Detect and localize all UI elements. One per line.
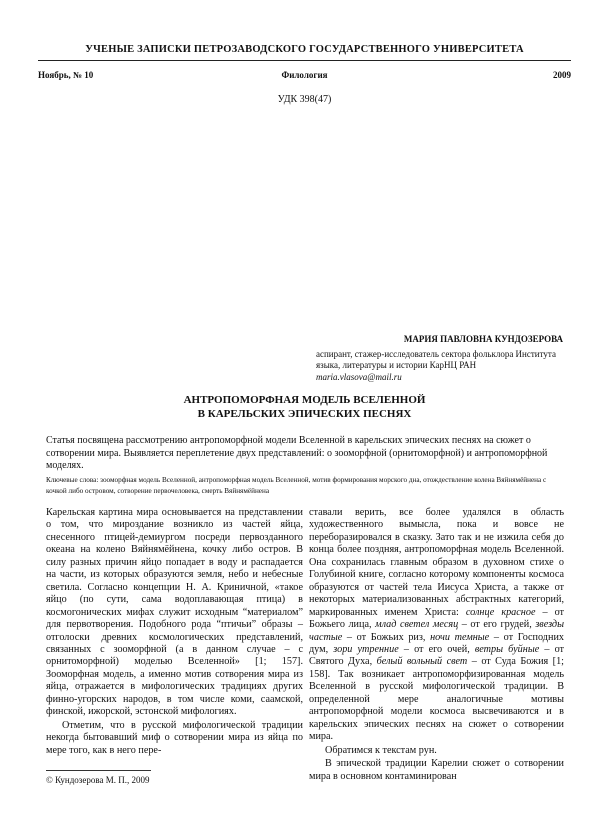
title-line-1: АНТРОПОМОРФНАЯ МОДЕЛЬ ВСЕЛЕННОЙ xyxy=(183,394,426,406)
copyright: © Кундозерова М. П., 2009 xyxy=(46,775,150,785)
italic-phrase: ветры буйные xyxy=(474,643,540,655)
header-rule xyxy=(38,60,571,61)
abstract: Статья посвящена рассмотрению антропоморфной модели Вселенной в карельских эпических песнях на сюжет о сотворении мира. Выявляется переплетение двух представлений: о зооморфной (орнитоморфной) и антропоморфной моделях. xyxy=(46,435,548,471)
paragraph: Карельская картина мира основывается на представлении о том, что мироздание возникло из частей яйца, снесенного птицей-демиургом посреди первозданного океана на колено Вяйнямёйнена, кочку либо остров. В силу разных причин яйцо попадает в воду и распадается на части, из которых образуются земля, небо и небесные светила. Согласно концепции Н. А. Криничной, «такое яйцо (по сути, сама водоплавающая птица) в космогонических мифах служит исходным “материалом” для первотворения. Подобного рода “птичьи” образы – отголоски древних космологических представлений, связанных с зооморфной (а в данном случае – с орнитоморфной) моделью Вселенной» [1; 157]. Зооморфная модель, а именно мотив сотворения мира из яйца, отражается в мифологических традициях других финно-угорских народов, в том числе коми, саамской, финской, ижорской, эстонской мифологиях. xyxy=(46,507,303,718)
keywords: Ключевые слова: зооморфная модель Вселенной, антропоморфная модель Вселенной, мотив формирования морского дна, отождествление колена Вяйнямёйнена с кочкой либо островом, сотворение первочеловека, смерть Вяйнямёйнена xyxy=(46,476,547,495)
footnote-rule xyxy=(46,770,151,771)
issue-year: 2009 xyxy=(553,70,571,80)
text-run: – от его очей, xyxy=(398,643,475,655)
text-run: – от Божьего лица, xyxy=(309,606,564,631)
author-block xyxy=(316,334,563,383)
text-run: – от его грудей, xyxy=(458,619,536,631)
italic-phrase: белый вольный свет xyxy=(376,656,468,668)
italic-phrase: ночи темные xyxy=(430,631,490,643)
title-line-2: В КАРЕЛЬСКИХ ЭПИЧЕСКИХ ПЕСНЯХ xyxy=(197,408,412,420)
italic-phrase: зори утренние xyxy=(333,643,399,655)
paragraph: В эпической традиции Карелии сюжет о сотворении мира в основном контаминирован xyxy=(309,758,564,782)
author-position xyxy=(316,349,563,384)
italic-phrase: солнце красное xyxy=(465,606,536,618)
text-run: – от Божьих риз, xyxy=(342,631,431,643)
author-position-text: аспирант, стажер-исследователь сектора фольклора Института языка, литературы и истории КарНЦ РАН xyxy=(316,348,556,370)
left-column xyxy=(46,507,303,757)
author-name: МАРИЯ ПАВЛОВНА КУНДОЗЕРОВА xyxy=(403,334,563,344)
issue-number: Ноябрь, № 10 xyxy=(38,70,94,80)
udk-code: УДК 398(47) xyxy=(277,94,332,105)
right-column xyxy=(309,507,564,783)
issue-line xyxy=(38,70,571,82)
italic-phrase: млад светел месяц xyxy=(375,619,459,631)
section-name: Филология xyxy=(281,70,328,80)
article-title xyxy=(0,393,609,421)
paragraph: Обратимся к текстам рун. xyxy=(325,744,437,756)
paragraph: Отметим, что в русской мифологической традиции некогда бытовавший миф о сотворении мира из яйца по мере того, как в него пере- xyxy=(46,719,303,756)
text-run: – от Суда Божия [1; 158]. Так возникает антропоморфизированная модель Вселенной в русской мифологической традиции. В определенной мере аналогичные мотивы антропоморфной модели космоса высвечиваются и в карельских эпических песнях на сюжет о сотворении мира. xyxy=(309,656,564,743)
paragraph xyxy=(309,507,564,744)
journal-title: УЧЕНЫЕ ЗАПИСКИ ПЕТРОЗАВОДСКОГО ГОСУДАРСТВЕННОГО УНИВЕРСИТЕТА xyxy=(85,44,524,55)
text-run: – от Святого Духа, xyxy=(309,643,564,668)
text-run: – от Господних дум, xyxy=(309,631,564,655)
text-run: ставали верить, все более удалялся в область художественного вымысла, пока и вовсе не переборазировался в сказку. Зато так и не изжила себя до конца более поздняя, антропоморфная модель Вселенной. Она сохранилась главным образом в духовном стихе о Голубиной книге, согласно которому компоненты космоса образуются от частей тела Иисуса Христа, а также от некоторых материализованных абстрактных категорий, маркированных именем Христа: xyxy=(309,507,564,618)
italic-phrase: звезды частые xyxy=(309,619,564,643)
author-email[interactable]: maria.vlasova@mail.ru xyxy=(316,371,402,382)
